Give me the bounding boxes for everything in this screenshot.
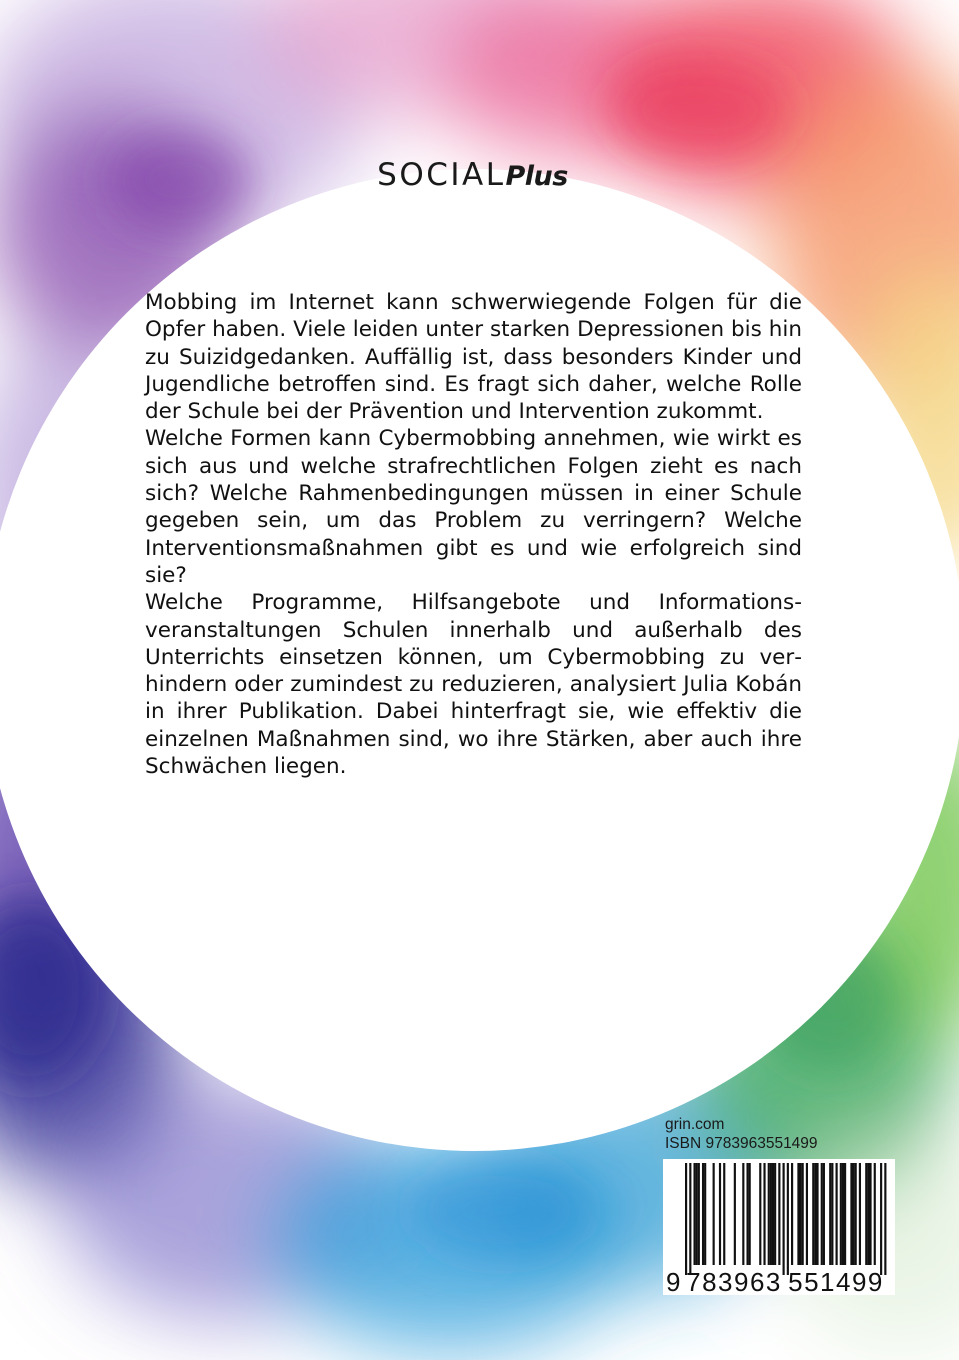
barcode-bar [783,1163,785,1275]
description-paragraph-1: Mobbing im Internet kann schwerwiegende Folgen für die Opfer haben. Viele leiden unter starken Depressionen bis hin zu Suizidgedanken. Auffällig ist, dass besonders Kinder und Jugendliche betroffen sind. Es fragt sich daher, welche Rolle der Schule bei der Prävention und Intervention zukommt. [145,290,802,425]
barcode-bar [685,1163,687,1275]
barcode-bar [763,1163,765,1265]
barcode-bar [842,1163,844,1265]
barcode-bar [802,1163,804,1265]
barcode-bar [768,1163,770,1265]
barcode-bar [742,1163,744,1265]
barcode-bar [812,1163,814,1265]
publisher-logo [0,157,945,193]
barcode-bar [884,1163,886,1275]
barcode-digits-left: 783963 [686,1267,782,1295]
barcode-bar [840,1163,842,1265]
barcode-bar [778,1163,780,1265]
barcode-bar [749,1163,751,1265]
barcode-bar [836,1163,838,1265]
barcode-bar [774,1163,776,1265]
barcode-bar [823,1163,825,1265]
barcode-bar [734,1163,736,1265]
book-description [145,289,802,780]
barcode-digits-right: 551499 [788,1267,884,1295]
barcode-bar [772,1163,774,1265]
barcode-bar [770,1163,772,1265]
barcode-bar [867,1163,869,1265]
logo-plus-text: Plus [505,161,568,192]
publisher-website: grin.com [665,1116,725,1133]
description-paragraph-3: Welche Programme, Hilfsangebote und Informationsveranstaltungen Schulen innerhalb und außerhalb des Unterrichts einsetzen können, um Cybermobbing zu verhindern oder zumindest zu reduzieren, analysiert Julia Kobán in ihrer Publikation. Dabei hinterfragt sie, wie effektiv die einzelnen Maßnahmen sind, wo ihre Stärken, aber auch ihre Schwächen liegen. [145,590,802,780]
logo-social-text: SOCIAL [377,157,506,193]
barcode-bar [874,1163,876,1265]
barcode-bar [844,1163,846,1265]
barcode-bar [852,1163,854,1265]
barcode-bar [855,1163,857,1265]
barcode-bar [799,1163,801,1265]
barcode-bar [746,1163,748,1265]
isbn-text: ISBN 9783963551499 [665,1134,818,1152]
barcode-bar [713,1163,715,1265]
barcode-bar [791,1163,793,1265]
barcode-bar [698,1163,700,1265]
barcode-bar [816,1163,818,1265]
barcode-bar [787,1163,789,1275]
barcode-bar [797,1163,799,1265]
barcode-bar [814,1163,816,1265]
publisher-info [665,1116,895,1153]
barcode-bar [850,1163,852,1265]
barcode-bar [806,1163,808,1265]
barcode-bar [869,1163,871,1265]
barcode-bar [696,1163,698,1265]
barcode-bar [831,1163,833,1265]
barcode-bar [759,1163,761,1265]
barcode-bar [704,1163,706,1265]
barcode-bar [859,1163,861,1265]
barcode-bar [829,1163,831,1265]
barcode-graphic [663,1159,895,1295]
description-paragraph-2: Welche Formen kann Cybermobbing annehmen, wie wirkt es sich aus und welche strafrechtlichen Folgen zieht es nach sich? Welche Rahmenbedingungen müssen in einer Schule gegeben sein, um das Problem zu verringern? Welche Interventionsmaßnahmen gibt es und wie erfolgreich sind sie? [145,426,802,588]
isbn-barcode [663,1159,895,1295]
barcode-bar [693,1163,695,1265]
barcode-bar [821,1163,823,1265]
barcode-bar [880,1163,882,1275]
barcode-bar [719,1163,721,1265]
barcode-bar [702,1163,704,1265]
barcode-bar [689,1163,691,1275]
barcode-digit-prefix: 9 [666,1267,681,1295]
barcode-bar [723,1163,725,1265]
barcode-bar [865,1163,867,1265]
